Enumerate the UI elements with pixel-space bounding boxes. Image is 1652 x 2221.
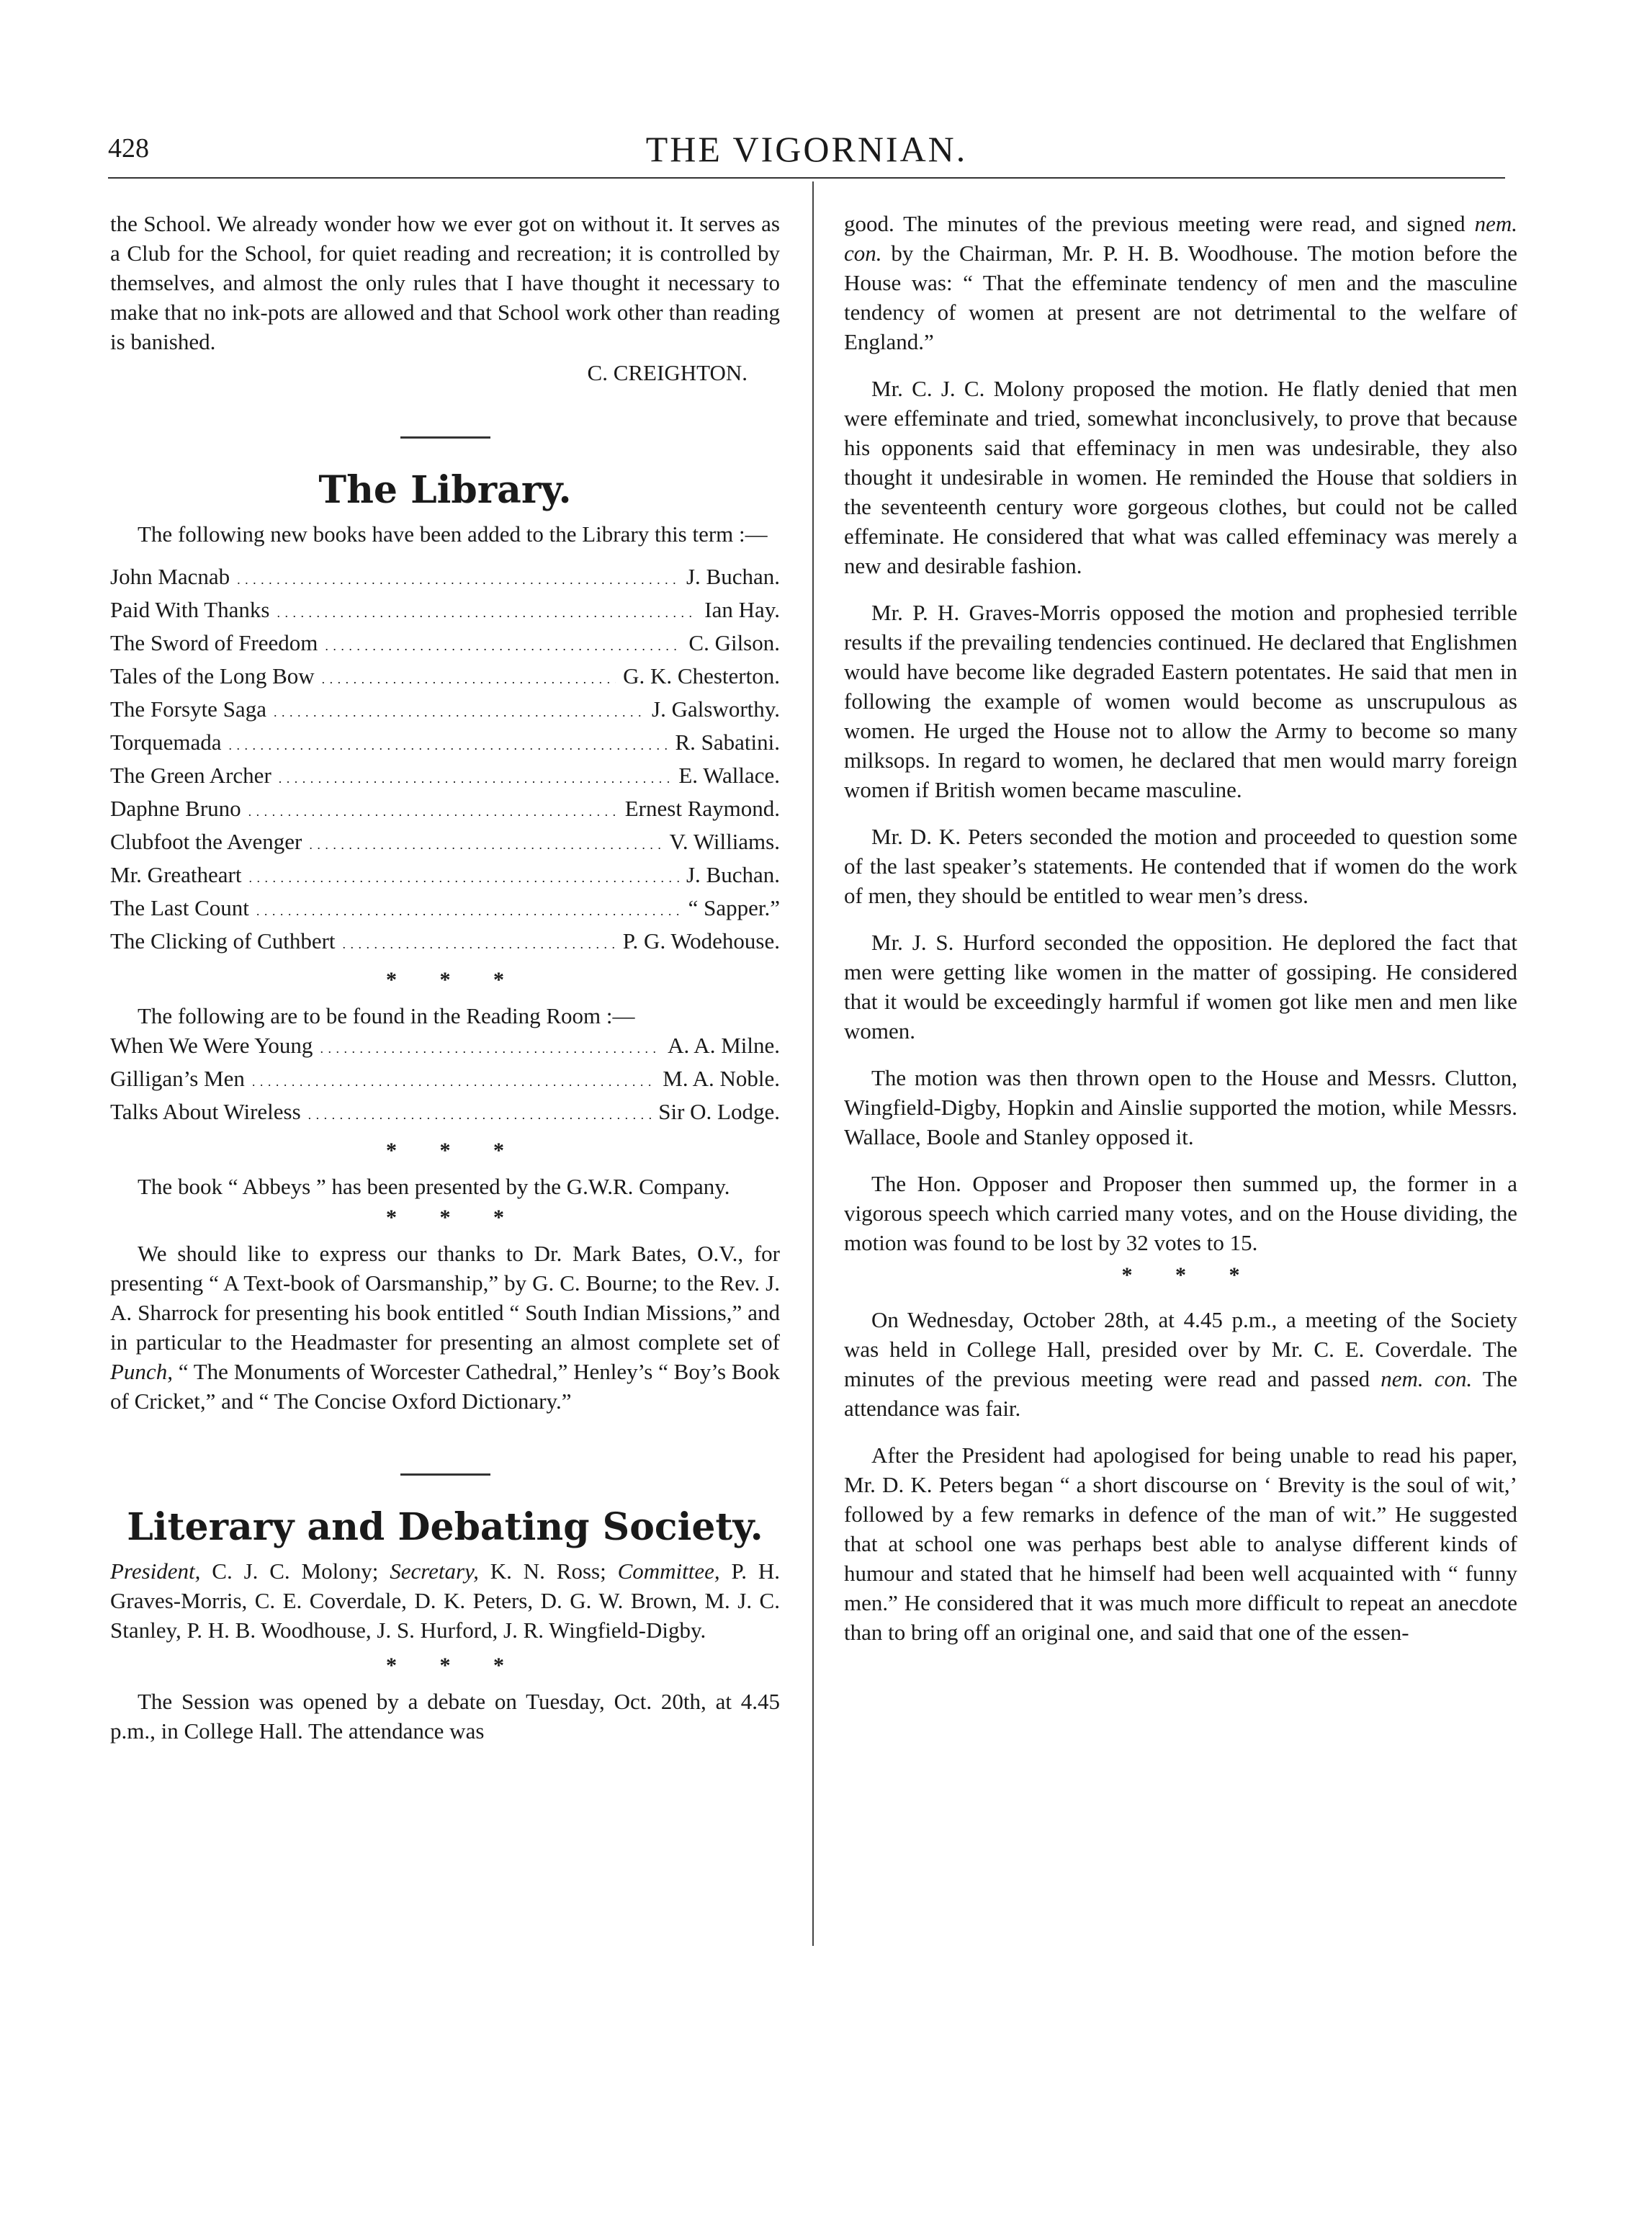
minutes-paragraph: good. The minutes of the previous meeting were read, and signed nem. con. by the Chairman, Mr. P. H. B. Woodhouse. The motion before the House was: “ That the effeminate tendency of men and the masculine tendency of women at present are not detrimental to the welfare of England.” [844, 211, 1518, 354]
book-author: Ernest Raymond. [624, 796, 780, 821]
header-rule [108, 177, 1505, 179]
library-intro: The following new books have been added to the Library this term :— [138, 521, 768, 547]
separator-stars: * * * [386, 968, 523, 992]
book-author: P. G. Wodehouse. [622, 928, 780, 954]
dot-leader [320, 1031, 660, 1064]
hurford-paragraph: Mr. J. S. Hurford seconded the opposition. He deplored the fact that men were getting like women in the matter of gossiping. He considered that it would be exceedingly harmful if women got like men and men like women. [844, 930, 1517, 1044]
reading-room-intro: The following are to be found in the Reading Room :— [138, 1003, 635, 1028]
book-title: Gilligan’s Men [110, 1066, 245, 1091]
book-entry [110, 794, 780, 827]
journal-title: THE VIGORNIAN. [645, 129, 968, 169]
dot-leader [252, 1064, 655, 1097]
book-author: J. Buchan. [686, 862, 780, 887]
book-title: When We Were Young [110, 1033, 313, 1058]
society-officers: President, C. J. C. Molony; Secretary, K. N. Ross; Committee, P. H. Graves-Morris, C. E. Coverdale, D. K. Peters, D. G. W. Brown, M. J. C. Stanley, P. H. B. Woodhouse, J. S. Hurford, J. R. Wingfield-Digby. [110, 1558, 781, 1643]
book-title: Mr. Greatheart [110, 862, 242, 887]
book-author: “ Sapper.” [688, 895, 780, 920]
dot-leader [248, 794, 618, 827]
book-title: The Green Archer [110, 763, 271, 788]
separator-stars: * * * [1121, 1263, 1259, 1287]
book-author: J. Galsworthy. [652, 696, 780, 722]
book-author: C. Gilson. [688, 630, 780, 655]
dot-leader [256, 893, 681, 926]
new-books-list [110, 562, 780, 959]
dot-leader [274, 694, 645, 727]
book-entry [110, 860, 780, 893]
book-title: The Sword of Freedom [110, 630, 318, 655]
book-author: M. A. Noble. [663, 1066, 780, 1091]
page-number: 428 [108, 133, 149, 163]
book-author: V. Williams. [669, 829, 780, 854]
book-entry [110, 628, 780, 661]
book-title: Talks About Wireless [110, 1099, 301, 1124]
dot-leader [237, 562, 679, 595]
book-title: John Macnab [110, 564, 230, 589]
book-author: E. Wallace. [678, 763, 780, 788]
book-title: The Clicking of Cuthbert [110, 928, 336, 954]
separator-stars: * * * [386, 1139, 523, 1162]
dot-leader [229, 727, 668, 760]
molony-paragraph: Mr. C. J. C. Molony proposed the motion. He flatly denied that men were effeminate and tried, somewhat inconclusively, to prove that because his opponents said that effeminacy in men was undesirable, they also thought it undesirable in women. He reminded the House that soldiers in the seventeenth century wore gorgeous clothes, but could not be called effeminate. He considered that what was called effeminacy was merely a new and desirable fashion. [844, 376, 1517, 578]
dot-leader [322, 661, 616, 694]
book-entry [110, 727, 780, 760]
page-header [108, 128, 1505, 179]
dot-leader [279, 760, 672, 794]
book-entry [110, 827, 780, 860]
dot-leader [309, 827, 662, 860]
graves-morris-paragraph: Mr. P. H. Graves-Morris opposed the motion and prophesied terrible results if the prevailing tendencies continued. He declared that Englishmen would have become like degraded Eastern potentates. He said that men in following the example of women would become as unscrupulous as women. He urged the House not to allow the Army to become so many milksops. In regard to women, he declared that men would marry foreign women if British women became masculine. [844, 600, 1517, 802]
book-title: Paid With Thanks [110, 597, 270, 622]
book-title: Tales of the Long Bow [110, 663, 315, 688]
summing-up-paragraph: The Hon. Opposer and Proposer then summed up, the former in a vigorous speech which carried many votes, and on the House dividing, the motion was found to be lost by 32 votes to 15. [844, 1171, 1517, 1255]
peters-paragraph: Mr. D. K. Peters seconded the motion and proceeded to question some of the last speaker’s statements. He contended that if women do the work of men, they should be entitled to wear men’s dress. [844, 824, 1517, 908]
dot-leader [248, 860, 679, 893]
right-column [844, 209, 1517, 1647]
abbeys-note: The book “ Abbeys ” has been presented by the G.W.R. Company. [138, 1174, 730, 1199]
reading-room-list [110, 1031, 780, 1130]
column-divider [812, 181, 814, 1946]
book-entry [110, 694, 780, 727]
october-meeting-paragraph: On Wednesday, October 28th, at 4.45 p.m., a meeting of the Society was held in College Hall, presided over by Mr. C. E. Coverdale. The minutes of the previous meeting were read and passed nem. con. The attendance was fair. [844, 1307, 1517, 1421]
section-rule [400, 436, 490, 439]
book-entry [110, 760, 780, 794]
book-title: The Forsyte Saga [110, 696, 266, 722]
library-heading: The Library. [318, 468, 572, 512]
dot-leader [277, 595, 698, 628]
dot-leader [308, 1097, 652, 1130]
book-title: The Last Count [110, 895, 249, 920]
book-entry [110, 661, 780, 694]
book-title: Daphne Bruno [110, 796, 241, 821]
book-entry [110, 595, 780, 628]
brevity-paragraph: After the President had apologised for being unable to read his paper, Mr. D. K. Peters began “ a short discourse on ‘ Brevity is the soul of wit,’ followed by a few remarks in defence of the man of wit.” He suggested that at school one was perhaps best able to analyse different kinds of humour and stated that he himself had been well acquainted with “ funny men.” He considered that it was much more difficult to repeat an anecdote than to bring off an original one, and said that one of the essen- [844, 1442, 1517, 1645]
separator-stars: * * * [386, 1654, 523, 1677]
open-house-paragraph: The motion was then thrown open to the House and Messrs. Clutton, Wingfield-Digby, Hopkin and Ainslie supported the motion, while Messrs. Wallace, Boole and Stanley opposed it. [844, 1065, 1517, 1149]
book-entry [110, 1097, 780, 1130]
book-author: A. A. Milne. [668, 1033, 780, 1058]
book-title: Torquemada [110, 730, 222, 755]
intro-paragraph: the School. We already wonder how we ever got on without it. It serves as a Club for the School, for quiet reading and recreation; it is controlled by themselves, and almost the only rules that I have thought it necessary to make that no ink-pots are allowed and that School work other than reading is banished. [110, 211, 780, 354]
signature: C. CREIGHTON. [587, 360, 748, 385]
section-rule [400, 1473, 490, 1476]
thanks-paragraph: We should like to express our thanks to Dr. Mark Bates, O.V., for presenting “ A Text-book of Oarsmanship,” by G. C. Bourne; to the Rev. J. A. Sharrock for presenting his book entitled “ South Indian Missions,” and in particular to the Headmaster for presenting an almost complete set of Punch, “ The Monuments of Worcester Cathedral,” Henley’s “ Boy’s Book of Cricket,” and “ The Concise Oxford Dictionary.” [110, 1241, 780, 1414]
book-author: G. K. Chesterton. [623, 663, 780, 688]
book-entry [110, 562, 780, 595]
book-entry [110, 1031, 780, 1064]
book-author: Ian Hay. [704, 597, 780, 622]
book-author: J. Buchan. [686, 564, 780, 589]
dot-leader [325, 628, 681, 661]
separator-stars: * * * [386, 1206, 523, 1229]
society-heading: Literary and Debating Society. [127, 1505, 763, 1549]
dot-leader [343, 926, 616, 959]
book-title: Clubfoot the Avenger [110, 829, 302, 854]
book-entry [110, 926, 780, 959]
book-author: Sir O. Lodge. [658, 1099, 780, 1124]
book-entry [110, 1064, 780, 1097]
book-entry [110, 893, 780, 926]
left-column [110, 209, 780, 1746]
book-author: R. Sabatini. [675, 730, 780, 755]
session-paragraph: The Session was opened by a debate on Tuesday, Oct. 20th, at 4.45 p.m., in College Hall. The attendance was [110, 1689, 780, 1744]
